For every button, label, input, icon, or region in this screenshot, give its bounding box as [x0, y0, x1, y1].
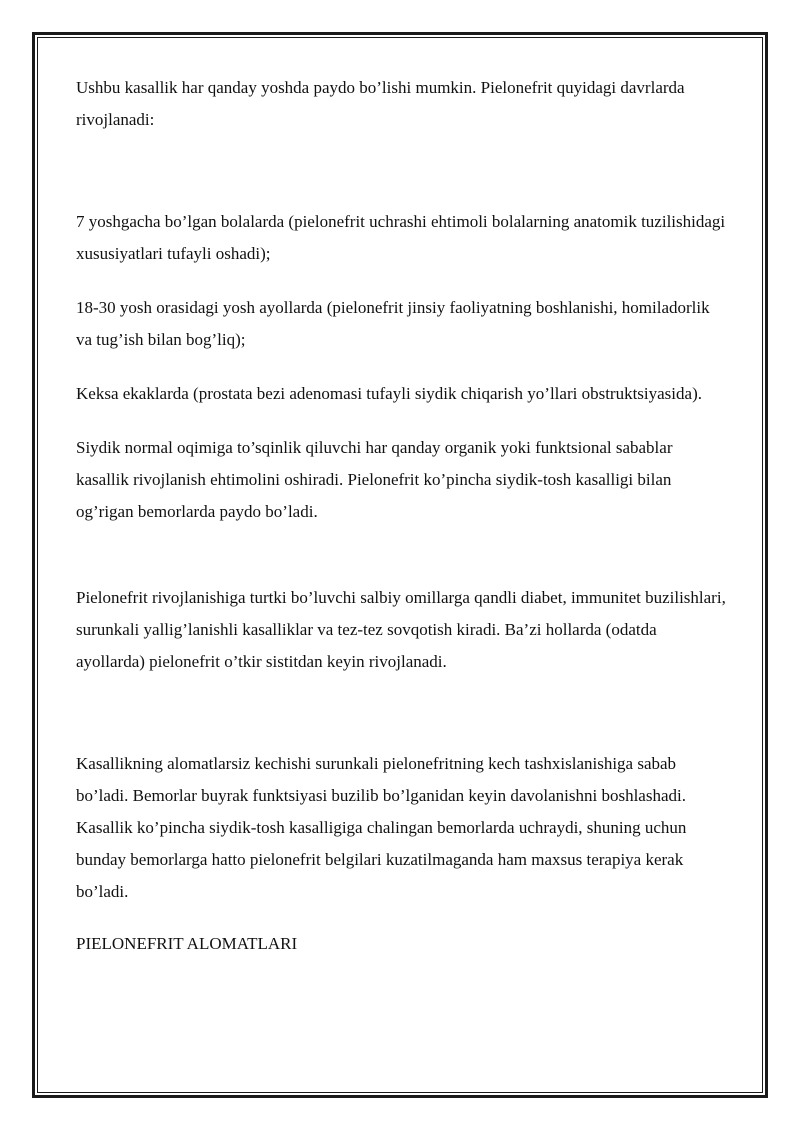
document-body: [76, 72, 726, 960]
paragraph-chronic-course: Kasallikning alomatlarsiz kechishi surunkali pielonefritning kech tashxislanishiga sabab bo’ladi. Bemorlar buyrak funktsiyasi buzilib bo’lganidan keyin davolanishni boshlashadi. Kasallik ko’pincha siydik-tosh kasalligiga chalingan bemorlarda uchraydi, shuning uchun bunday bemorlarga hatto pielonefrit belgilari kuzatilmaganda ham maxsus terapiya kerak bo’ladi.: [76, 754, 687, 901]
paragraph-children: 7 yoshgacha bo’lgan bolalarda (pielonefrit uchrashi ehtimoli bolalarning anatomik tuzilishidagi xususiyatlari tufayli oshadi);: [76, 212, 726, 263]
paragraph-causes: Siydik normal oqimiga to’sqinlik qiluvchi har qanday organik yoki funktsional sabablar kasallik rivojlanish ehtimolini oshiradi. Pielonefrit ko’pincha siydik-tosh kasalligi bilan og’rigan bemorlarda paydo bo’ladi.: [76, 438, 673, 521]
paragraph-intro: Ushbu kasallik har qanday yoshda paydo bo’lishi mumkin. Pielonefrit quyidagi davrlarda rivojlanadi:: [76, 78, 685, 129]
paragraph-elderly: Keksa ekaklarda (prostata bezi adenomasi tufayli siydik chiqarish yo’llari obstruktsiyasida).: [76, 384, 702, 403]
paragraph-young-women: 18-30 yosh orasidagi yosh ayollarda (pielonefrit jinsiy faoliyatning boshlanishi, homiladorlik va tug’ish bilan bog’liq);: [76, 298, 710, 349]
section-heading-symptoms: PIELONEFRIT ALOMATLARI: [76, 934, 298, 953]
paragraph-risk-factors: Pielonefrit rivojlanishiga turtki bo’luvchi salbiy omillarga qandli diabet, immunitet buzilishlari, surunkali yallig’lanishli kasalliklar va tez-tez sovqotish kiradi. Ba’zi hollarda (odatda ayollarda) pielonefrit o’tkir sistitdan keyin rivojlanadi.: [76, 588, 726, 671]
